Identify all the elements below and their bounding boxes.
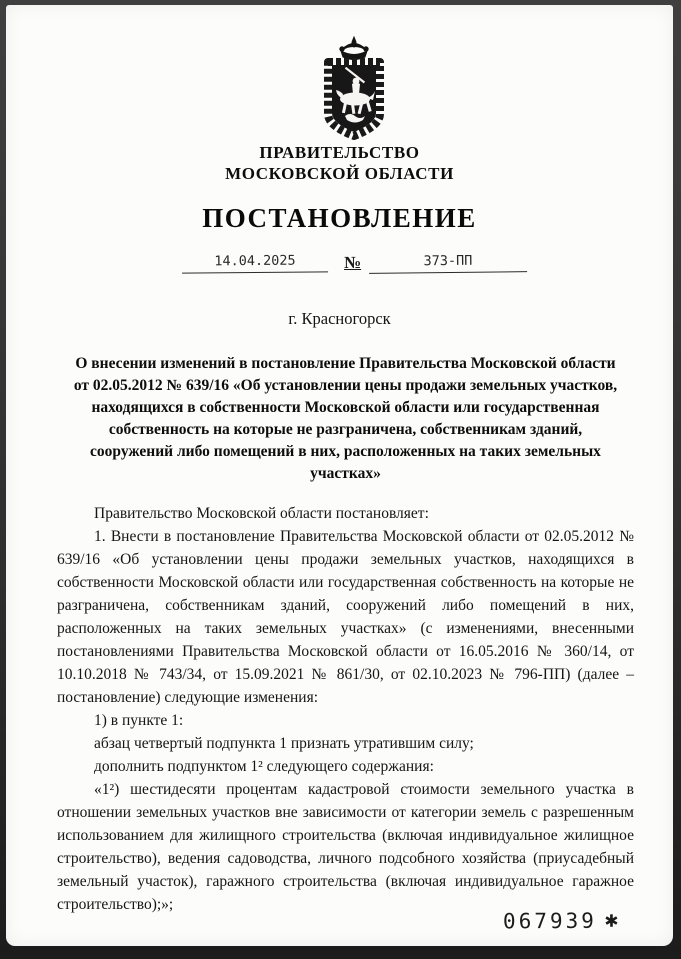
doc-body: [57, 502, 634, 916]
doc-number: 373-ПП: [369, 252, 527, 274]
document-page: [6, 5, 673, 946]
paragraph-supplement: дополнить подпунктом 1² следующего содержания:: [94, 758, 434, 775]
asterisk-stamp-icon: ✱: [604, 907, 619, 933]
paragraph-abolish: абзац четвертый подпункта 1 признать утратившим силу;: [94, 735, 474, 752]
stamp-serial: [503, 908, 618, 934]
stamp-serial-number: 067939: [502, 908, 597, 933]
date-number-row: [182, 253, 527, 273]
doc-date: 14.04.2025: [182, 252, 328, 273]
number-sign: №: [344, 253, 362, 272]
city-line: г. Красногорск: [288, 309, 391, 328]
moscow-oblast-coat-of-arms-icon: [315, 36, 393, 145]
org-name-line1: ПРАВИТЕЛЬСТВО: [259, 143, 420, 162]
paragraph-subitem1: 1) в пункте 1:: [94, 712, 184, 729]
paragraph-new-subitem-text: «1²) шестидесяти процентам кадастровой стоимости земельного участка в отношении земельных участков вне зависимости от категории земель с разрешенным использованием для жилищного строительства (включая индивидуальное жилищное строительство), ведения садоводства, личного подсобного хозяйства (приусадебный земельный участок), гаражного строительства (включая индивидуальное гаражное строительство);»;: [57, 781, 634, 913]
paragraph-resolves: Правительство Московской области постановляет:: [94, 505, 429, 522]
org-name: [6, 142, 673, 184]
org-name-line2: МОСКОВСКОЙ ОБЛАСТИ: [225, 164, 454, 183]
doc-title: О внесении изменений в постановление Правительства Московской области от 02.05.2012 № 639/16 «Об установлении цены продажи земельных участков, находящихся в собственности Московской области или государственная собственность на которые не разграничена, собственникам зданий, сооружений либо помещений в них, расположенных на таких земельных участках»: [73, 355, 618, 482]
paragraph-item1: 1. Внести в постановление Правительства Московской области от 02.05.2012 № 639/16 «Об установлении цены продажи земельных участков, находящихся в собственности Московской области или государственная собственность на которые не разграничена, собственникам зданий, сооружений либо помещений в них, расположенных на таких земельных участках» (с изменениями, внесенными постановлениями Правительства Московской области от 16.05.2016 № 360/14, от 10.10.2018 № 743/34, от 15.09.2021 № 861/30, от 02.10.2023 № 796-ПП) (далее – постановление) следующие изменения:: [57, 528, 634, 706]
doc-type-heading: ПОСТАНОВЛЕНИЕ: [202, 203, 477, 233]
